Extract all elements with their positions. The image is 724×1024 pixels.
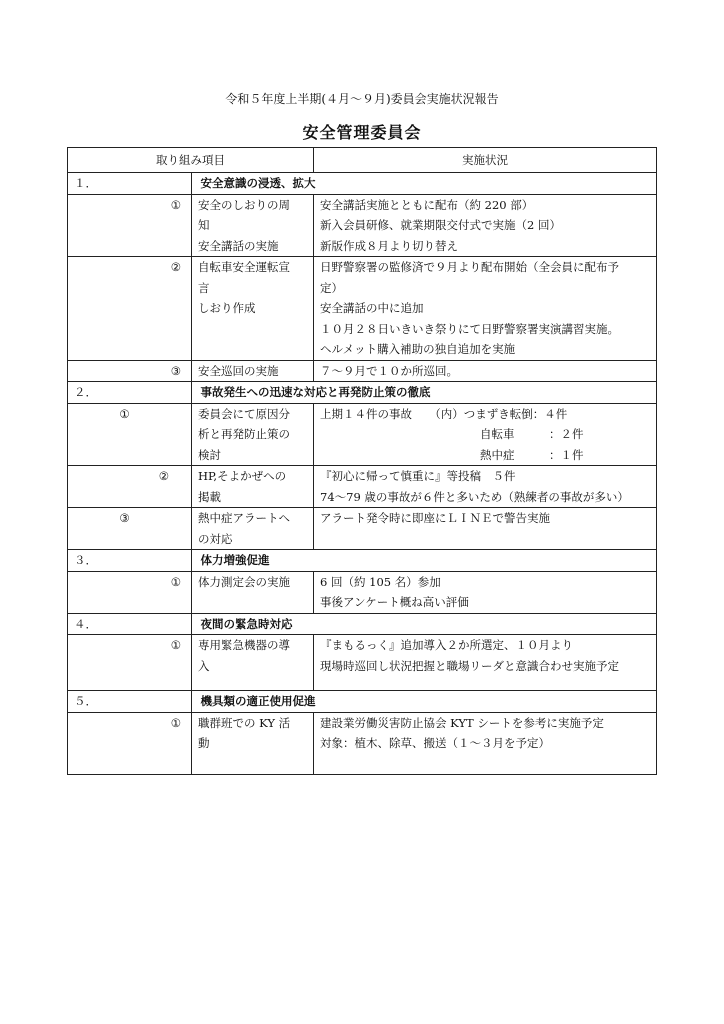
item-label — [192, 571, 314, 613]
item-label-line: 職群班での KY 活 — [198, 715, 291, 730]
item-label-line: しおり作成 — [198, 301, 256, 315]
item-label — [192, 635, 314, 691]
section-number: １． — [68, 173, 192, 195]
status-line: 安全講話実施とともに配布（約 220 部） — [320, 197, 534, 212]
item-row — [68, 712, 657, 774]
item-mark: ① — [68, 635, 192, 691]
status-line: 安全講話の中に追加 — [320, 301, 424, 315]
item-row — [68, 508, 657, 550]
status-line: １０月２８日いきいき祭りにて日野警察署実演講習実施。 — [320, 321, 619, 336]
item-mark: ② — [68, 257, 192, 361]
item-mark: ② — [68, 466, 192, 508]
status-line: ヘルメット購入補助の独自追加を実施 — [320, 342, 516, 356]
item-status — [314, 194, 657, 257]
item-label — [192, 257, 314, 361]
item-label-line: 熱中症アラートへ — [198, 511, 290, 525]
item-label-line: 入 — [198, 658, 210, 673]
header-status: 実施状況 — [314, 148, 657, 173]
item-row — [68, 403, 657, 466]
item-label-line: 専用緊急機器の導 — [198, 638, 290, 652]
section-number: ４． — [68, 613, 192, 635]
status-line: 上期１４件の事故 （内）つまずき転倒：４件 — [320, 406, 568, 421]
item-label-line: 掲載 — [198, 489, 221, 504]
item-status — [314, 466, 657, 508]
item-label — [192, 194, 314, 257]
item-label — [192, 403, 314, 466]
item-mark: ③ — [68, 508, 192, 550]
section-row — [68, 382, 657, 404]
item-status — [314, 508, 657, 550]
report-subtitle: 令和５年度上半期(４月～９月)委員会実施状況報告 — [225, 92, 499, 106]
item-label-line: 安全のしおりの周 — [198, 197, 290, 212]
item-label-line: の対応 — [198, 531, 233, 546]
item-label-line: 検討 — [198, 447, 221, 462]
item-status — [314, 571, 657, 613]
section-number: ２． — [68, 382, 192, 404]
status-line: 建設業労働災害防止協会 KYT シートを参考に実施予定 — [320, 715, 604, 730]
section-row — [68, 550, 657, 572]
item-status — [314, 403, 657, 466]
item-label-line: 委員会にて原因分 — [198, 406, 290, 421]
item-row — [68, 194, 657, 257]
item-row — [68, 360, 657, 382]
status-line: 事後アンケート概ね高い評価 — [320, 595, 469, 609]
item-label-line: 自転車安全運転宣 — [198, 260, 290, 274]
status-line: 定） — [320, 280, 343, 295]
item-label-line: 安全講話の実施 — [198, 238, 279, 253]
item-status — [314, 257, 657, 361]
item-row — [68, 257, 657, 361]
status-line: 『まもるっく』追加導入２か所選定、１０月より — [320, 638, 573, 652]
item-row — [68, 635, 657, 691]
section-heading: 体力増強促進 — [200, 553, 270, 567]
section-row — [68, 691, 657, 713]
table-header-row — [68, 148, 657, 173]
item-mark: ① — [68, 194, 192, 257]
item-label-line: HP,そよかぜへの — [198, 469, 287, 483]
status-line: アラート発令時に即座にＬＩＮＥで警告実施 — [320, 511, 550, 525]
status-line: 『初心に帰って慎重に』等投稿 ５件 — [320, 469, 516, 483]
section-heading: 事故発生への迅速な対応と再発防止策の徹底 — [200, 385, 431, 399]
section-row — [68, 613, 657, 635]
item-status — [314, 635, 657, 691]
status-line: 新版作成８月より切り替え — [320, 238, 458, 253]
committee-title: 安全管理委員会 — [302, 123, 422, 142]
item-mark: ① — [68, 712, 192, 774]
item-label-line: 言 — [198, 280, 210, 295]
status-line: 熱中症 ：１件 — [480, 447, 584, 462]
item-label-line: 体力測定会の実施 — [198, 574, 290, 589]
section-heading: 安全意識の浸透、拡大 — [200, 176, 316, 190]
item-row — [68, 571, 657, 613]
section-row — [68, 173, 657, 195]
item-status — [314, 712, 657, 774]
section-number: ５． — [68, 691, 192, 713]
section-heading: 夜間の緊急時対応 — [200, 616, 293, 631]
item-label — [192, 712, 314, 774]
item-label-line: 安全巡回の実施 — [198, 363, 279, 378]
status-line: ７～９月で１０か所巡回。 — [320, 363, 458, 378]
status-line: 自転車 ：２件 — [480, 427, 584, 441]
item-mark: ① — [68, 403, 192, 466]
item-label-line: 知 — [198, 218, 210, 232]
item-label-line: 動 — [198, 736, 210, 750]
item-label — [192, 466, 314, 508]
header-item: 取り組み項目 — [68, 148, 314, 173]
item-mark: ③ — [68, 360, 192, 382]
item-label — [192, 360, 314, 382]
status-line: 74～79 歳の事故が６件と多いため（熟練者の事故が多い） — [320, 489, 629, 504]
status-line: 6 回（約 105 名）参加 — [320, 574, 441, 589]
item-status — [314, 360, 657, 382]
status-line: 日野警察署の監修済で９月より配布開始（全会員に配布予 — [320, 260, 619, 274]
report-table — [67, 147, 657, 775]
status-line: 現場時巡回し状況把握と職場リーダと意識合わせ実施予定 — [320, 658, 619, 673]
item-row — [68, 466, 657, 508]
item-label — [192, 508, 314, 550]
item-mark: ① — [68, 571, 192, 613]
item-label-line: 析と再発防止策の — [198, 427, 290, 441]
section-number: ３． — [68, 550, 192, 572]
status-line: 対象：植木、除草、搬送（１～３月を予定） — [320, 736, 550, 750]
status-line: 新入会員研修、就業期限交付式で実施（2 回） — [320, 218, 561, 232]
section-heading: 機具類の適正使用促進 — [200, 694, 316, 708]
